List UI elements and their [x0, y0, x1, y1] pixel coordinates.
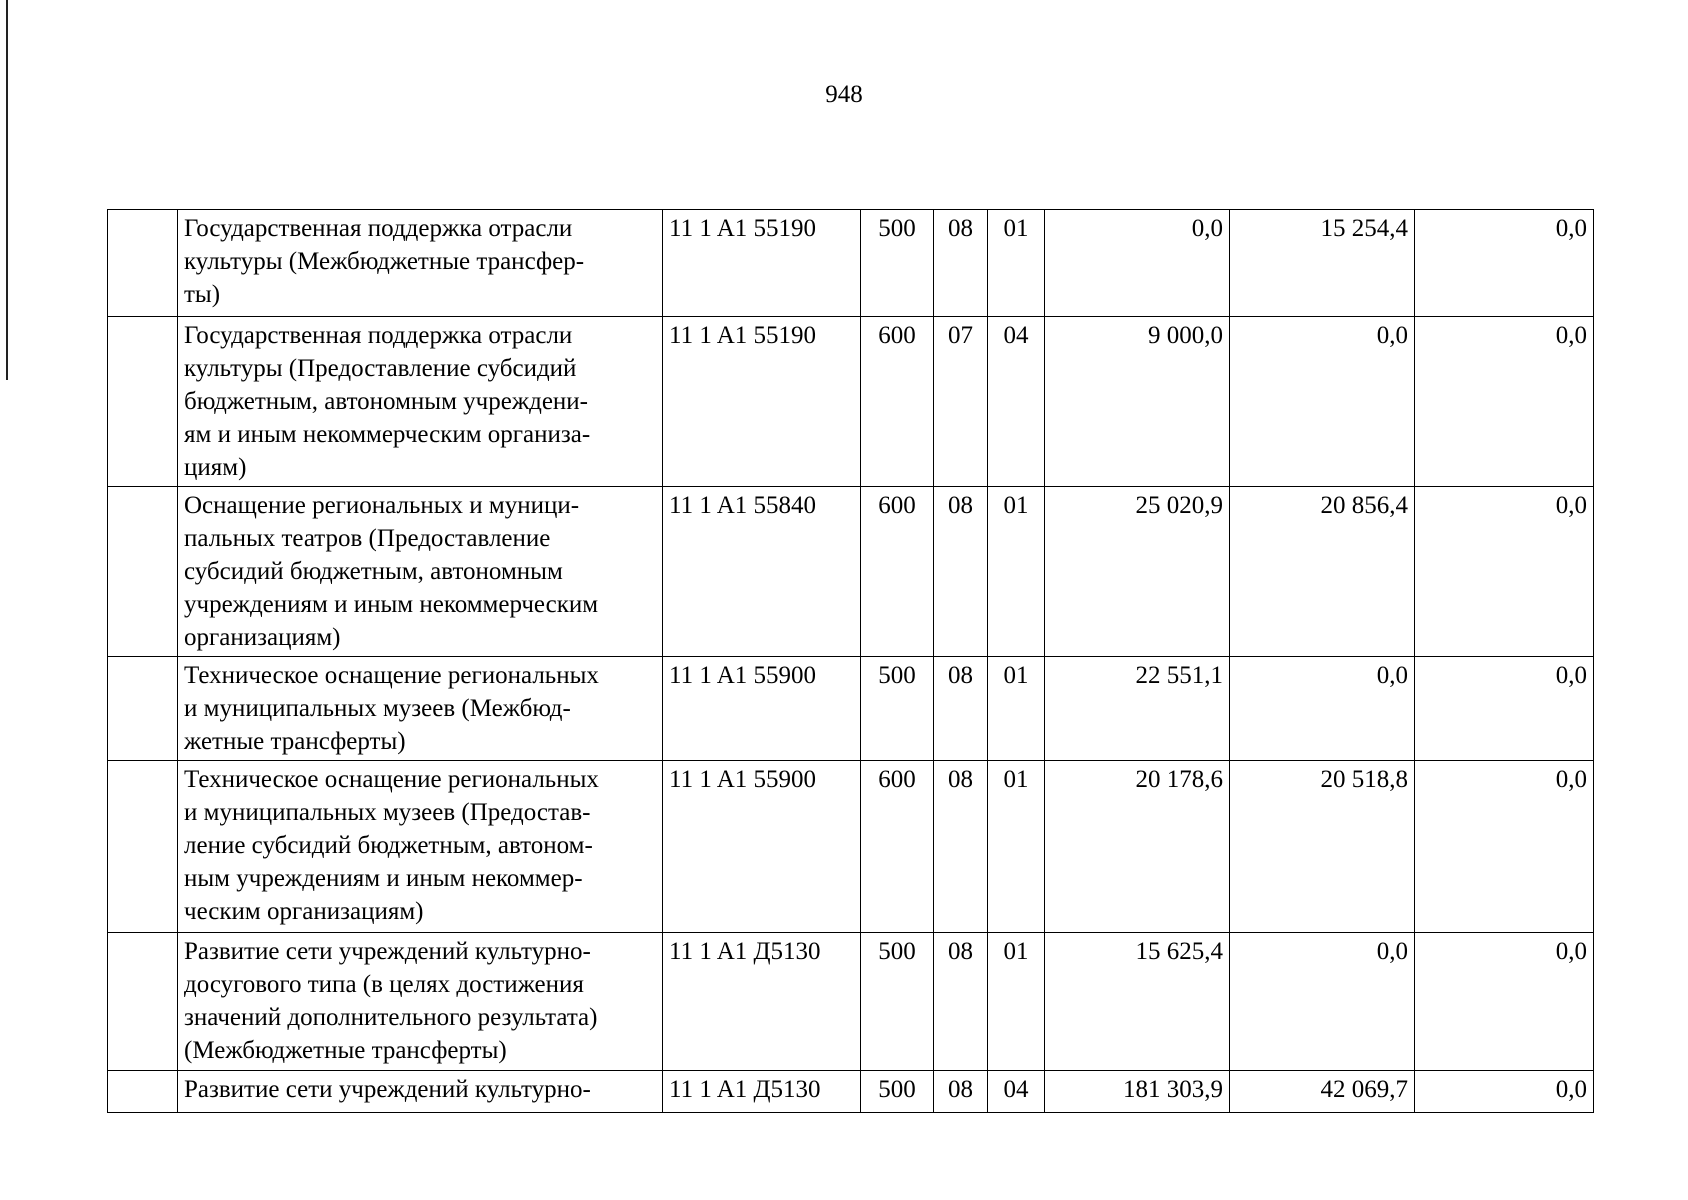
row-csr-cell: 11 1 A1 Д5130 [663, 933, 861, 1071]
row-index-cell [108, 487, 178, 657]
row-name-line: ческим организациям) [184, 898, 424, 925]
row-name-line: пальных театров (Предоставление [184, 525, 551, 552]
row-value-1-cell: 25 020,9 [1045, 487, 1230, 657]
row-name-line: Государственная поддержка отрасли [184, 322, 573, 349]
row-name-cell [178, 317, 663, 487]
row-name-cell [178, 210, 663, 317]
row-name-line: Развитие сети учреждений культурно- [184, 1076, 591, 1103]
row-name-line: досугового типа (в целях достижения [184, 971, 584, 998]
row-name-line: ты) [184, 281, 221, 308]
row-csr-cell: 11 1 A1 55900 [663, 761, 861, 933]
row-value-2-cell: 15 254,4 [1230, 210, 1415, 317]
row-rz-cell: 08 [934, 657, 988, 761]
row-rz-cell: 07 [934, 317, 988, 487]
row-rz-cell: 08 [934, 1071, 988, 1113]
row-name-line: бюджетным, автономным учреждени- [184, 388, 588, 415]
row-pr-cell: 01 [988, 210, 1045, 317]
row-name-line: культуры (Межбюджетные трансфер- [184, 248, 585, 275]
row-pr-cell: 04 [988, 1071, 1045, 1113]
row-csr-cell: 11 1 A1 55840 [663, 487, 861, 657]
row-vr-cell: 500 [861, 1071, 934, 1113]
scan-edge-line [6, 0, 8, 380]
row-vr-cell: 600 [861, 761, 934, 933]
row-name-line: Техническое оснащение региональных [184, 766, 599, 793]
table-row [108, 487, 1594, 657]
row-name-line: жетные трансферты) [184, 728, 406, 755]
row-value-1-cell: 181 303,9 [1045, 1071, 1230, 1113]
row-value-2-cell: 20 518,8 [1230, 761, 1415, 933]
row-name-cell [178, 933, 663, 1071]
row-index-cell [108, 1071, 178, 1113]
row-csr-cell: 11 1 A1 55900 [663, 657, 861, 761]
table-row [108, 761, 1594, 933]
row-name-line: значений дополнительного результата) [184, 1004, 598, 1031]
row-pr-cell: 01 [988, 933, 1045, 1071]
row-name-line: Государственная поддержка отрасли [184, 215, 573, 242]
row-vr-cell: 500 [861, 933, 934, 1071]
row-name-line: Техническое оснащение региональных [184, 662, 599, 689]
row-pr-cell: 01 [988, 487, 1045, 657]
row-value-2-cell: 0,0 [1230, 933, 1415, 1071]
row-value-3-cell: 0,0 [1415, 210, 1594, 317]
row-name-line: циям) [184, 454, 247, 481]
row-vr-cell: 500 [861, 210, 934, 317]
table-row [108, 317, 1594, 487]
row-name-line: ление субсидий бюджетным, автоном- [184, 832, 593, 859]
table-row [108, 1071, 1594, 1113]
row-value-2-cell: 20 856,4 [1230, 487, 1415, 657]
row-value-1-cell: 0,0 [1045, 210, 1230, 317]
table-body [108, 210, 1594, 1113]
row-vr-cell: 600 [861, 317, 934, 487]
row-index-cell [108, 761, 178, 933]
table-row [108, 657, 1594, 761]
row-value-3-cell: 0,0 [1415, 657, 1594, 761]
row-csr-cell: 11 1 A1 Д5130 [663, 1071, 861, 1113]
row-name-cell [178, 657, 663, 761]
row-name-line: ям и иным некоммерческим организа- [184, 421, 591, 448]
row-pr-cell: 01 [988, 657, 1045, 761]
row-name-line: субсидий бюджетным, автономным [184, 558, 563, 585]
row-rz-cell: 08 [934, 487, 988, 657]
row-name-cell [178, 487, 663, 657]
row-value-2-cell: 42 069,7 [1230, 1071, 1415, 1113]
row-value-1-cell: 20 178,6 [1045, 761, 1230, 933]
row-name-line: ным учреждениям и иным некоммер- [184, 865, 583, 892]
row-name-line: и муниципальных музеев (Предостав- [184, 799, 591, 826]
row-value-2-cell: 0,0 [1230, 317, 1415, 487]
table-row [108, 210, 1594, 317]
row-value-1-cell: 9 000,0 [1045, 317, 1230, 487]
row-vr-cell: 500 [861, 657, 934, 761]
budget-table [107, 209, 1594, 1113]
row-name-line: организациям) [184, 624, 341, 651]
row-value-3-cell: 0,0 [1415, 1071, 1594, 1113]
row-name-line: культуры (Предоставление субсидий [184, 355, 577, 382]
row-vr-cell: 600 [861, 487, 934, 657]
row-value-3-cell: 0,0 [1415, 933, 1594, 1071]
row-rz-cell: 08 [934, 933, 988, 1071]
row-index-cell [108, 657, 178, 761]
row-csr-cell: 11 1 A1 55190 [663, 210, 861, 317]
row-index-cell [108, 317, 178, 487]
table-row [108, 933, 1594, 1071]
page-number: 948 [825, 81, 863, 108]
row-csr-cell: 11 1 A1 55190 [663, 317, 861, 487]
row-name-line: учреждениям и иным некоммерческим [184, 591, 599, 618]
row-name-line: Развитие сети учреждений культурно- [184, 938, 591, 965]
row-name-line: (Межбюджетные трансферты) [184, 1037, 507, 1064]
row-value-3-cell: 0,0 [1415, 761, 1594, 933]
row-value-2-cell: 0,0 [1230, 657, 1415, 761]
row-value-3-cell: 0,0 [1415, 487, 1594, 657]
row-name-cell [178, 761, 663, 933]
row-value-3-cell: 0,0 [1415, 317, 1594, 487]
row-index-cell [108, 933, 178, 1071]
row-name-line: Оснащение региональных и муници- [184, 492, 580, 519]
row-rz-cell: 08 [934, 210, 988, 317]
row-rz-cell: 08 [934, 761, 988, 933]
row-pr-cell: 04 [988, 317, 1045, 487]
row-pr-cell: 01 [988, 761, 1045, 933]
row-value-1-cell: 15 625,4 [1045, 933, 1230, 1071]
row-name-cell [178, 1071, 663, 1113]
row-name-line: и муниципальных музеев (Межбюд- [184, 695, 571, 722]
row-value-1-cell: 22 551,1 [1045, 657, 1230, 761]
row-index-cell [108, 210, 178, 317]
